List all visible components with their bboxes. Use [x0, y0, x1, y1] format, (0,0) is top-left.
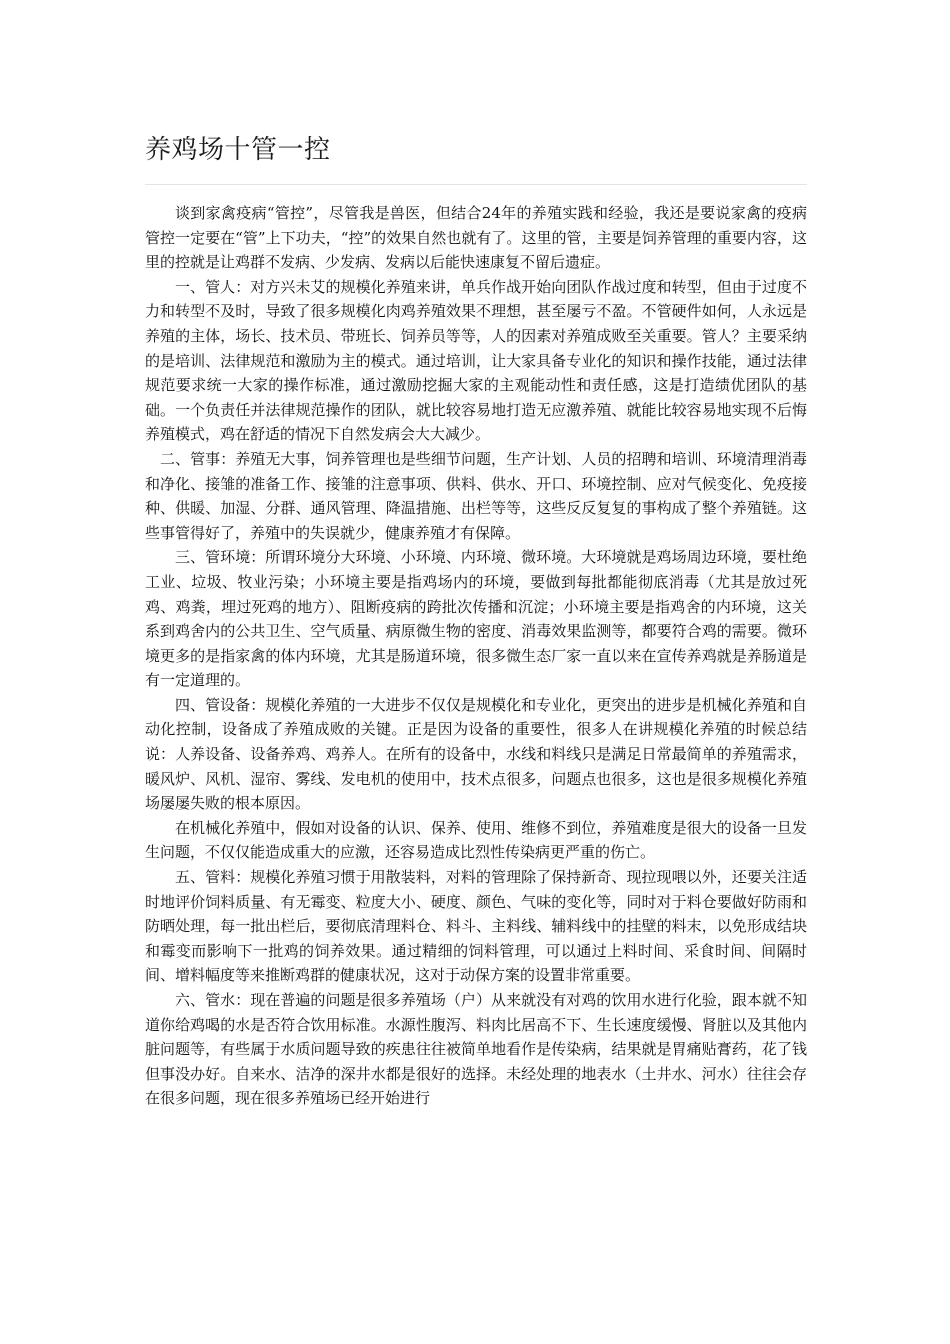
paragraph-manage-feed: 五、管料：规模化养殖习惯于用散装料，对料的管理除了保持新奇、现拉现喂以外，还要关注适时地评价饲料质量、有无霉变、粒度大小、硬度、颜色、气味的变化等，同时对于料仓要做好防雨和防晒处理，每一批出栏后，要彻底清理料仓、料斗、主料线、辅料线中的挂壁的料末，以免形成结块和霉变而影响下一批鸡的饲养效果。通过精细的饲料管理，可以通过上料时间、采食时间、间隔时间、增料幅度等来推断鸡群的健康状况，这对于动保方案的设置非常重要。: [145, 868, 807, 985]
paragraph-manage-water: 六、管水：现在普遍的问题是很多养殖场（户）从来就没有对鸡的饮用水进行化验，跟本就不知道你给鸡喝的水是否符合饮用标准。水源性腹泻、料肉比居高不下、生长速度缓慢、肾脏以及其他内脏问题等，有些属于水质问题导致的疾患往往被简单地看作是传染病，结果就是胃痛贴膏药，花了钱但事没办好。自来水、洁净的深井水都是很好的选择。未经处理的地表水（土井水、河水）往往会存在很多问题，现在很多养殖场已经开始进行: [145, 991, 807, 1108]
document-body: [145, 201, 807, 1111]
paragraph-intro: 谈到家禽疫病“管控”，尽管我是兽医，但结合24年的养殖实践和经验，我还是要说家禽的疫病管控一定要在“管”上下功夫，“控”的效果自然也就有了。这里的管，主要是饲养管理的重要内容，这里的控就是让鸡群不发病、少发病、发病以后能快速康复不留后遗症。: [145, 204, 807, 272]
document-title: 养鸡场十管一控: [145, 135, 331, 165]
document-page: [145, 128, 807, 1111]
paragraph-manage-people: 一、管人：对方兴未艾的规模化养殖来讲，单兵作战开始向团队作战过度和转型，但由于过度不力和转型不及时，导致了很多规模化肉鸡养殖效果不理想，甚至屡亏不盈。不管硬件如何，人永远是养殖的主体，场长、技术员、带班长、饲养员等等，人的因素对养殖成败至关重要。管人？主要采纳的是培训、法律规范和激励为主的模式。通过培训，让大家具备专业化的知识和操作技能，通过法律规范要求统一大家的操作标准，通过激励挖掘大家的主观能动性和责任感，这是打造绩优团队的基础。一个负责任并法律规范操作的团队，就比较容易地打造无应激养殖、就能比较容易地实现不后悔养殖模式，鸡在舒适的情况下自然发病会大大减少。: [145, 277, 807, 444]
paragraph-equipment-note: 在机械化养殖中，假如对设备的认识、保养、使用、维修不到位，养殖难度是很大的设备一旦发生问题，不仅仅能造成重大的应激，还容易造成比烈性传染病更严重的伤亡。: [145, 818, 807, 862]
paragraph-manage-affairs: 二、管事：养殖无大事，饲养管理也是些细节问题，生产计划、人员的招聘和培训、环境清理消毒和净化、接雏的准备工作、接雏的注意事项、供料、供水、开口、环境控制、应对气候变化、免疫接种、供暖、加湿、分群、通风管理、降温措施、出栏等等，这些反反复复的事构成了整个养殖链。这些事管得好了，养殖中的失误就少，健康养殖才有保障。: [145, 449, 807, 542]
title-divider: [145, 184, 807, 185]
paragraph-manage-environment: 三、管环境：所谓环境分大环境、小环境、内环境、微环境。大环境就是鸡场周边环境，要杜绝工业、垃圾、牧业污染；小环境主要是指鸡场内的环境，要做到每批都能彻底消毒（尤其是放过死鸡、鸡粪，埋过死鸡的地方）、阻断疫病的跨批次传播和沉淀；小环境主要是指鸡舍的内环境，这关系到鸡舍内的公共卫生、空气质量、病原微生物的密度、消毒效果监测等，都要符合鸡的需要。微环境更多的是指家禽的体内环境，尤其是肠道环境，很多微生态厂家一直以来在宣传养鸡就是养肠道是有一定道理的。: [145, 548, 807, 690]
paragraph-manage-equipment: 四、管设备：规模化养殖的一大进步不仅仅是规模化和专业化，更突出的进步是机械化养殖和自动化控制，设备成了养殖成败的关键。正是因为设备的重要性，很多人在讲规模化养殖的时候总结说：人养设备、设备养鸡、鸡养人。在所有的设备中，水线和料线只是满足日常最简单的养殖需求，暖风炉、风机、湿帘、雾线、发电机的使用中，技术点很多，问题点也很多，这也是很多规模化养殖场屡屡失败的根本原因。: [145, 695, 807, 813]
